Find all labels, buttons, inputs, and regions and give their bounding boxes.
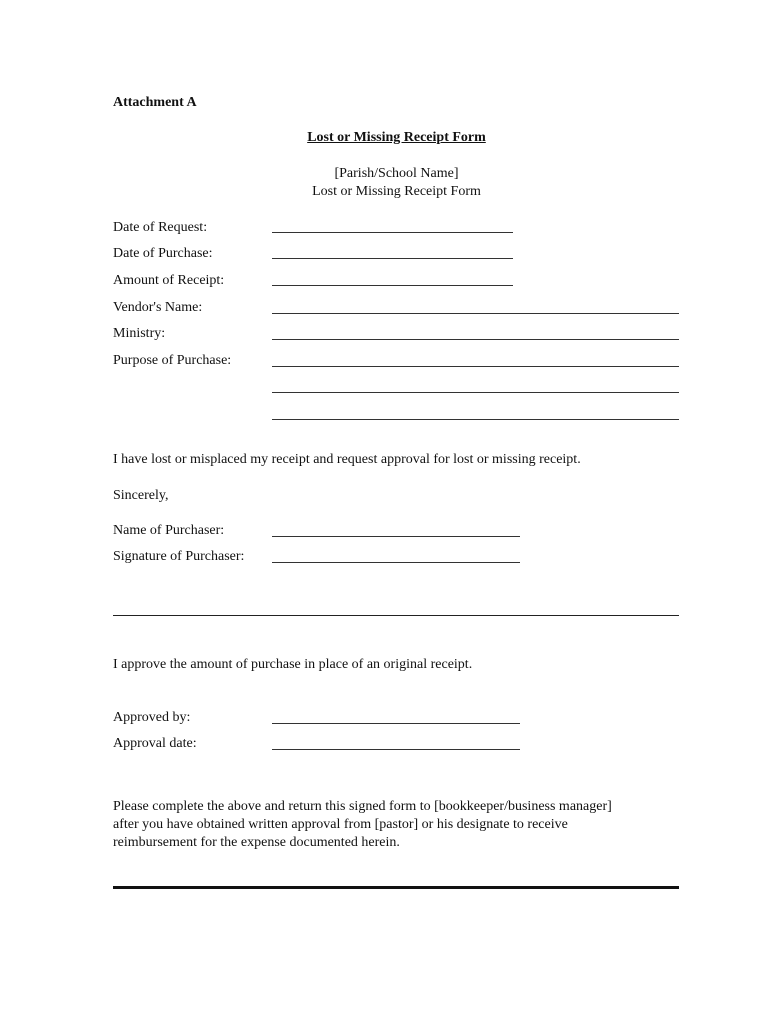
- vendor-name-label: Vendor's Name:: [113, 300, 203, 315]
- date-of-purchase-field[interactable]: [272, 258, 513, 259]
- approval-statement: I approve the amount of purchase in place of an original receipt.: [113, 657, 473, 672]
- ministry-label: Ministry:: [113, 326, 166, 341]
- footer-rule: [113, 886, 679, 889]
- form-title: Lost or Missing Receipt Form: [307, 130, 486, 145]
- date-of-request-field[interactable]: [272, 232, 513, 233]
- signature-of-purchaser-label: Signature of Purchaser:: [113, 549, 245, 564]
- date-of-request-label: Date of Request:: [113, 220, 208, 235]
- approval-date-field[interactable]: [272, 749, 520, 750]
- date-of-purchase-label: Date of Purchase:: [113, 246, 213, 261]
- purpose-of-purchase-label: Purpose of Purchase:: [113, 353, 232, 368]
- vendor-name-field[interactable]: [272, 313, 679, 314]
- form-subtitle: Lost or Missing Receipt Form: [312, 184, 481, 199]
- instructions-line-1: Please complete the above and return this signed form to [bookkeeper/business manager]: [113, 799, 612, 814]
- purpose-of-purchase-field[interactable]: [272, 366, 679, 367]
- purpose-of-purchase-field-line-3[interactable]: [272, 419, 679, 420]
- signature-of-purchaser-field[interactable]: [272, 562, 520, 563]
- loss-statement: I have lost or misplaced my receipt and request approval for lost or missing receipt.: [113, 452, 581, 467]
- name-of-purchaser-field[interactable]: [272, 536, 520, 537]
- amount-of-receipt-label: Amount of Receipt:: [113, 273, 225, 288]
- amount-of-receipt-field[interactable]: [272, 285, 513, 286]
- attachment-label: Attachment A: [113, 95, 197, 110]
- organization-name: [Parish/School Name]: [334, 166, 459, 181]
- instructions-line-3: reimbursement for the expense documented herein.: [113, 835, 400, 850]
- section-divider: [113, 615, 679, 616]
- approved-by-label: Approved by:: [113, 710, 191, 725]
- closing-sincerely: Sincerely,: [113, 488, 169, 503]
- approval-date-label: Approval date:: [113, 736, 197, 751]
- instructions-line-2: after you have obtained written approval from [pastor] or his designate to receive: [113, 817, 568, 832]
- approved-by-field[interactable]: [272, 723, 520, 724]
- purpose-of-purchase-field-line-2[interactable]: [272, 392, 679, 393]
- name-of-purchaser-label: Name of Purchaser:: [113, 523, 225, 538]
- ministry-field[interactable]: [272, 339, 679, 340]
